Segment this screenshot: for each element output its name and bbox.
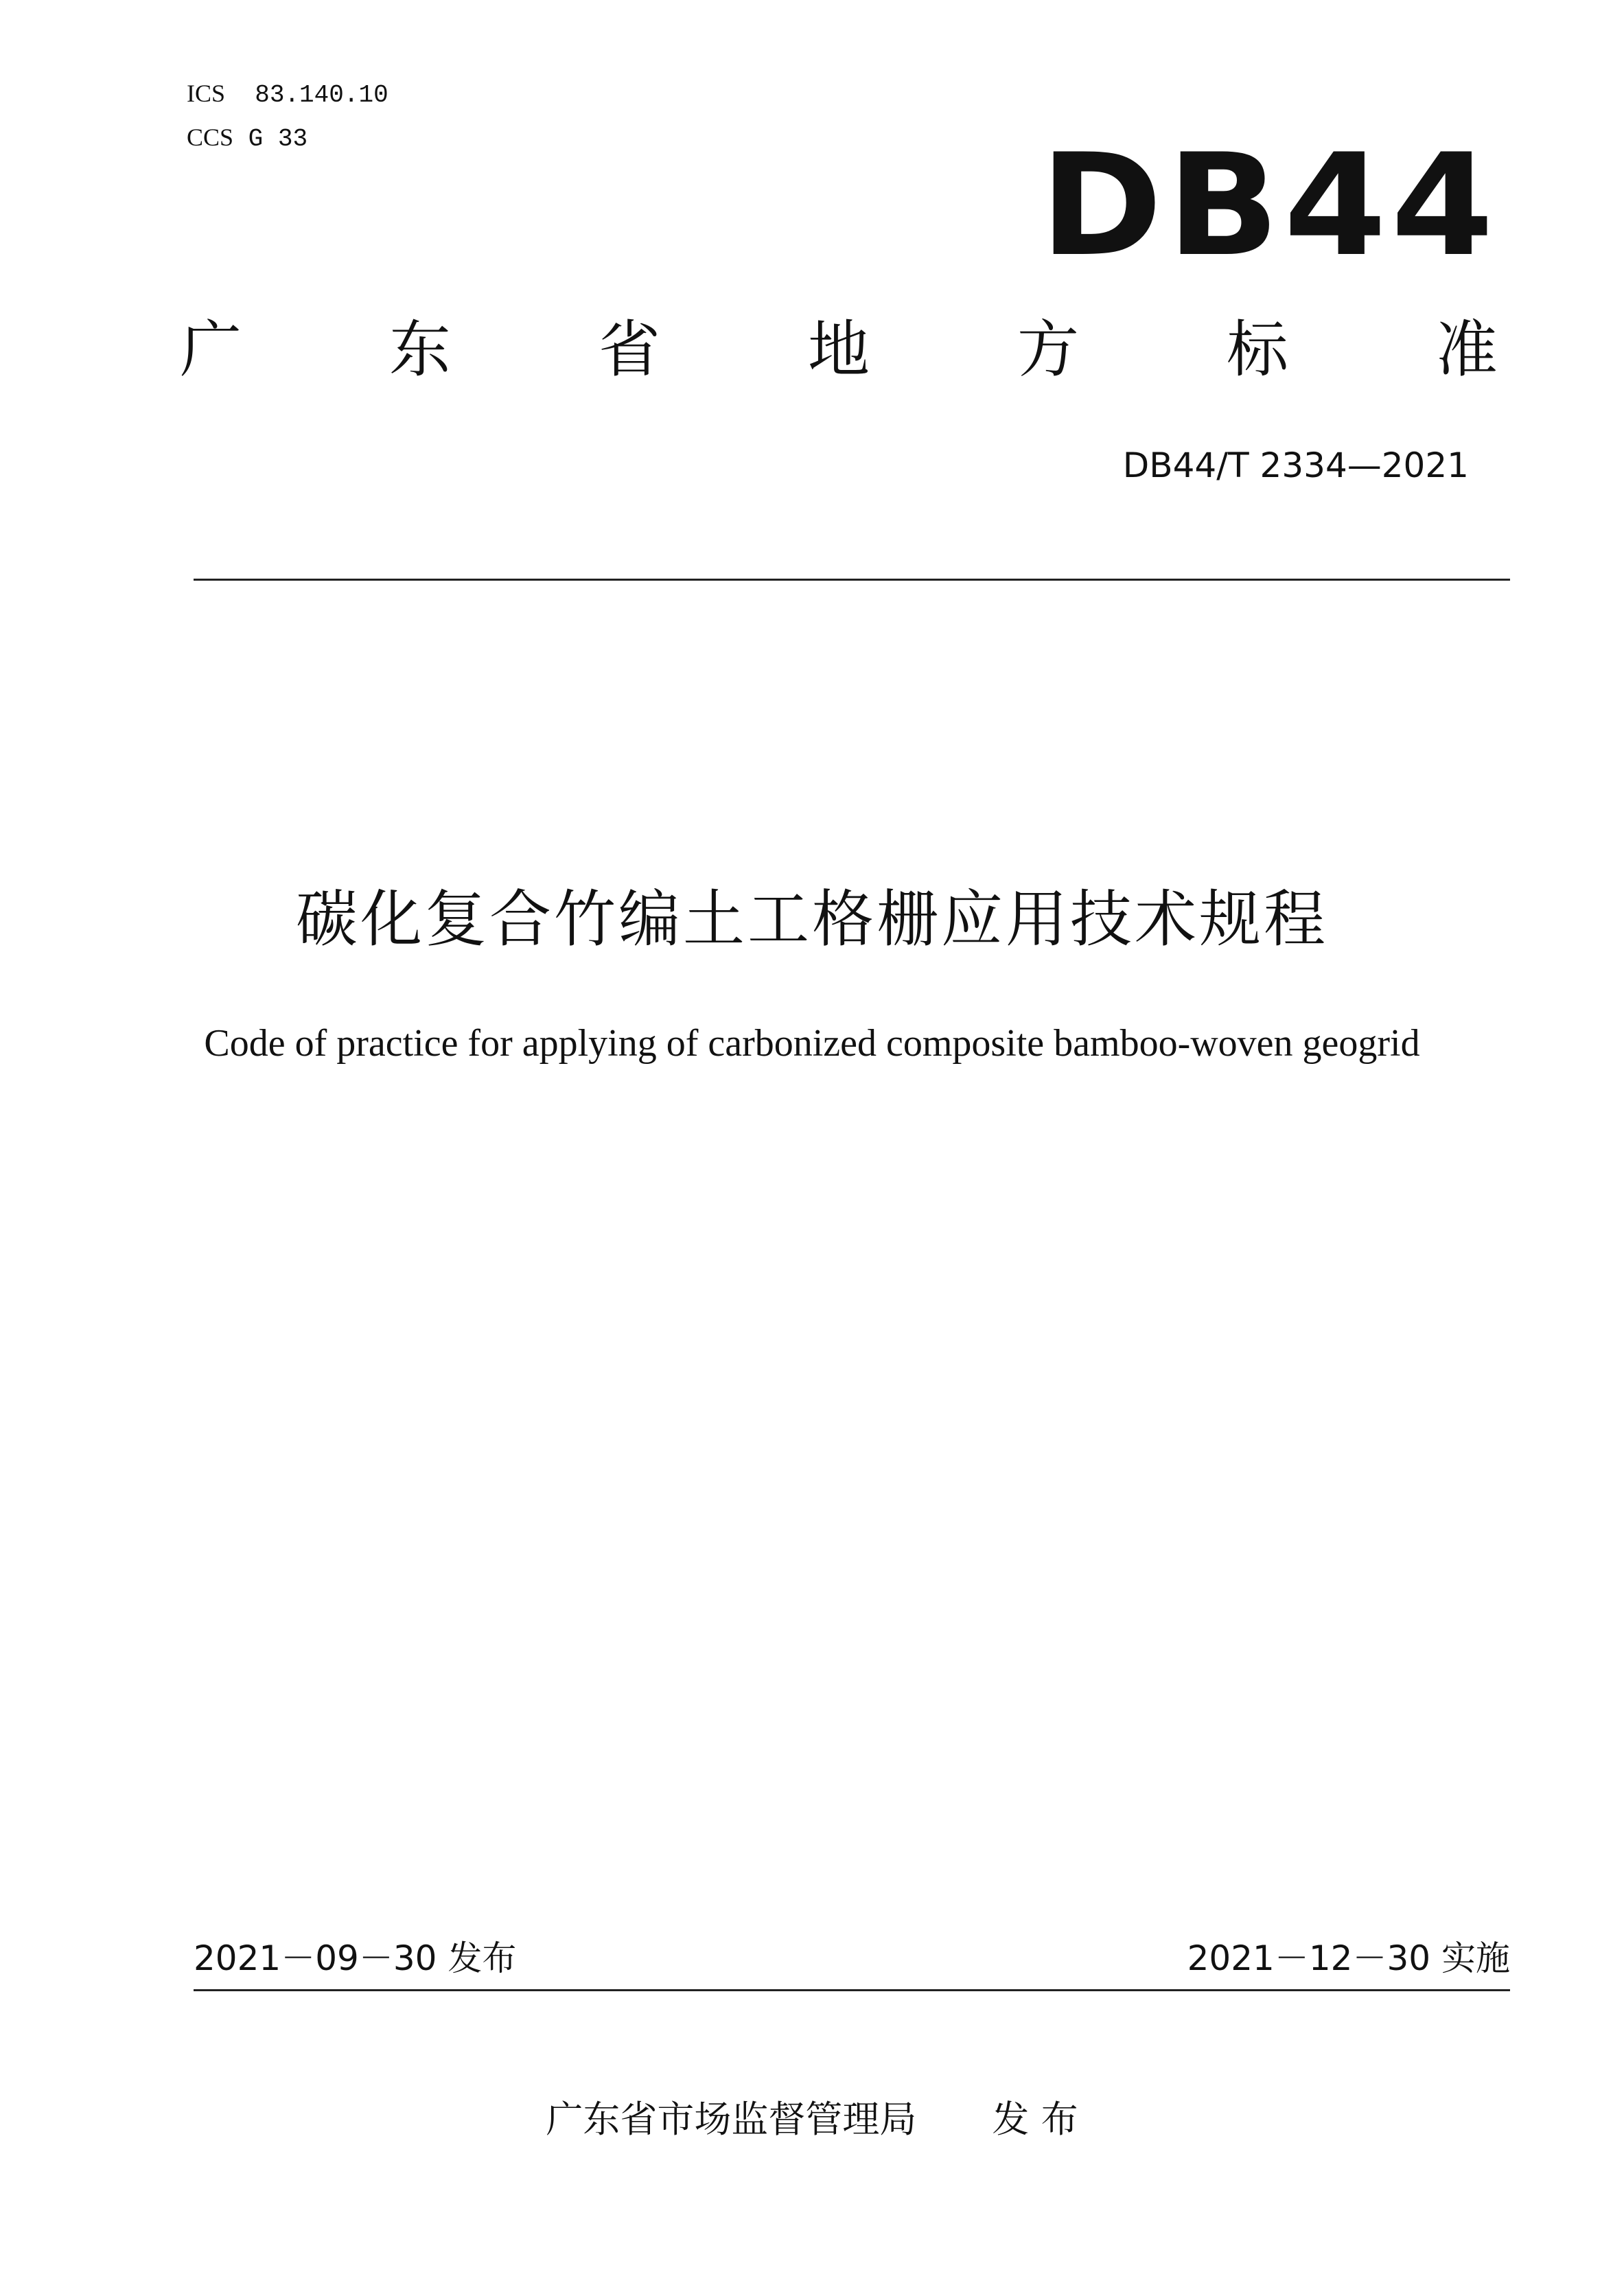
- implementation-date: 2021－12－30 实施: [1187, 1938, 1510, 1978]
- ics-value: 83.140.10: [255, 81, 388, 109]
- ics-classification: [187, 77, 388, 112]
- issuer-name: 广东省市场监督管理局: [546, 2098, 917, 2141]
- ics-label: ICS: [187, 80, 226, 107]
- standard-type-char: 标: [1227, 314, 1288, 386]
- standard-type-char: 准: [1436, 314, 1498, 386]
- issue-date: 2021－09－30 发布: [194, 1938, 517, 1978]
- title-chinese: 碳化复合竹编土工格栅应用技术规程: [296, 883, 1328, 955]
- title-english: Code of practice for applying of carbonized composite bamboo-woven geogrid: [204, 1022, 1420, 1065]
- bottom-divider: [194, 1989, 1510, 1991]
- ccs-label: CCS: [187, 124, 234, 151]
- standard-code: DB44/T 2334—2021: [1122, 445, 1469, 485]
- standard-type-char: 方: [1017, 314, 1079, 386]
- top-divider: [194, 579, 1510, 581]
- ccs-value: G 33: [248, 125, 308, 153]
- standard-type-char: 广: [180, 314, 242, 386]
- standard-mark: DB44: [1040, 124, 1498, 288]
- standard-type-char: 地: [808, 314, 870, 386]
- issuer-action: 发 布: [992, 2098, 1078, 2141]
- standard-type-char: 东: [389, 314, 451, 386]
- standard-type-heading: [180, 312, 1498, 388]
- standard-type-char: 省: [599, 314, 660, 386]
- ccs-classification: [187, 121, 308, 156]
- issuing-authority: [0, 2097, 1624, 2142]
